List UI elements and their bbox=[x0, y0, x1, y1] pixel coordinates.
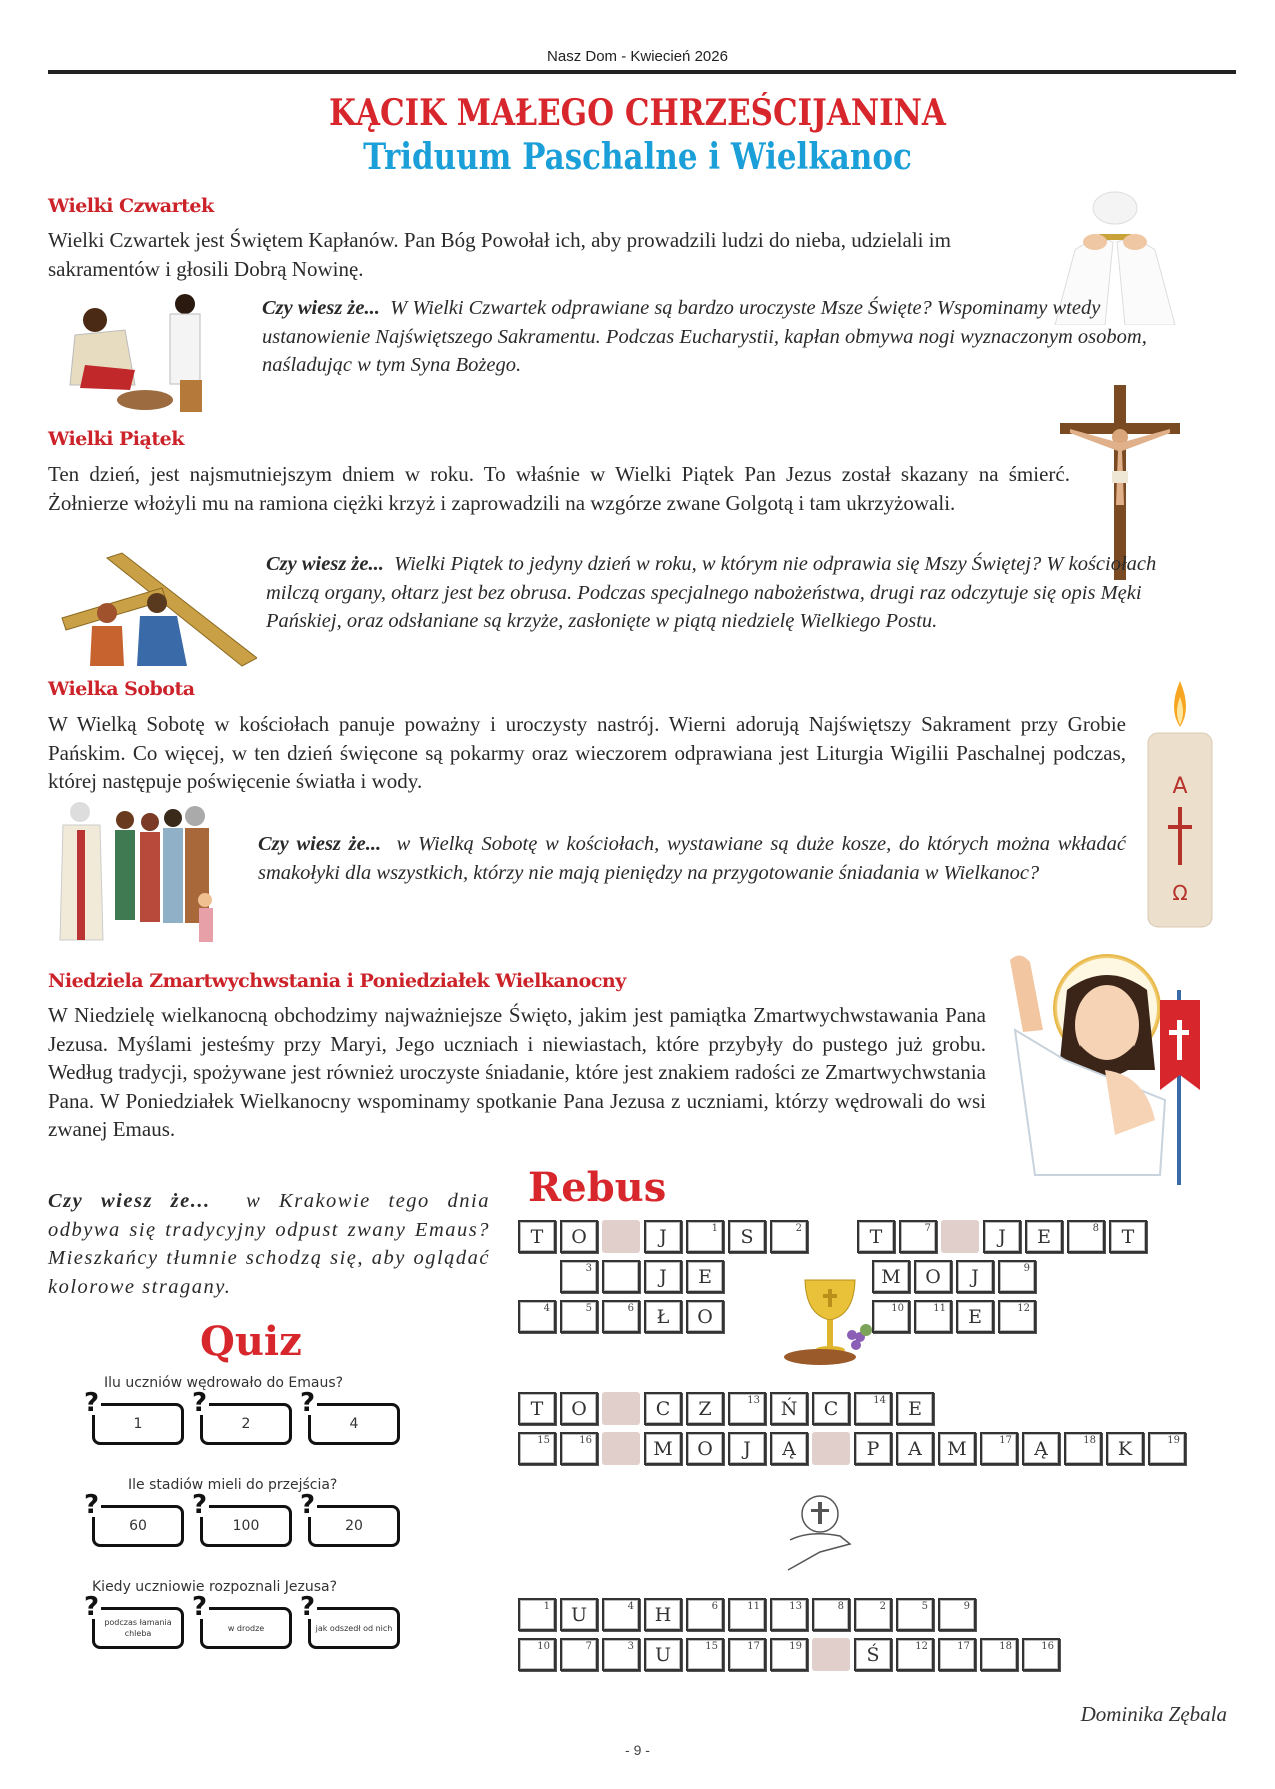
rebus-letter: O bbox=[697, 1437, 713, 1460]
question-mark-icon: ? bbox=[300, 1592, 316, 1622]
quiz-answer-option[interactable]: 2 bbox=[200, 1403, 292, 1445]
rebus-cell[interactable] bbox=[728, 1392, 766, 1425]
rebus-cell-number: 8 bbox=[1092, 1223, 1099, 1234]
rebus-letter: S bbox=[740, 1225, 754, 1248]
rebus-cell-number: 17 bbox=[747, 1641, 760, 1652]
section-body-wielka-sobota: W Wielką Sobotę w kościołach panuje poważny i uroczysty nastrój. Wierni adorują Najświętszy Sakrament przy Grobie Pańskim. Co więcej, w ten dzień święcone są pokarmy oraz wieczorem odprawiana jest Liturgia Wigilii Paschalnej podczas, której następuje poświęcenie światła i wody. bbox=[48, 712, 1126, 793]
rebus-letter: M bbox=[881, 1265, 901, 1288]
host-in-hand-illustration bbox=[780, 1492, 860, 1572]
rebus-cell[interactable] bbox=[644, 1220, 682, 1253]
rebus-blank-cell bbox=[812, 1638, 850, 1671]
quiz-answer-option[interactable]: w drodze bbox=[200, 1607, 292, 1649]
rebus-letter: J bbox=[659, 1225, 667, 1248]
rebus-cell[interactable] bbox=[644, 1598, 682, 1631]
question-mark-icon: ? bbox=[84, 1490, 100, 1520]
rebus-cell[interactable] bbox=[518, 1300, 556, 1333]
rebus-cell[interactable] bbox=[812, 1598, 850, 1631]
section-heading-niedziela: Niedziela Zmartwychwstania i Poniedziałek Wielkanocny bbox=[48, 970, 626, 992]
rebus-letter: K bbox=[1117, 1437, 1133, 1460]
question-mark-icon: ? bbox=[192, 1490, 208, 1520]
section-heading-wielki-czwartek: Wielki Czwartek bbox=[48, 195, 214, 217]
rebus-cell[interactable] bbox=[854, 1432, 892, 1465]
rebus-letter: H bbox=[654, 1603, 672, 1626]
page-title: KĄCIK MAŁEGO CHRZEŚCIJANINA bbox=[329, 92, 946, 134]
rebus-letter: Z bbox=[698, 1397, 712, 1420]
rebus-cell-number: 4 bbox=[543, 1303, 550, 1314]
rebus-cell[interactable] bbox=[980, 1638, 1018, 1671]
tip-wielki-piatek bbox=[266, 550, 1192, 636]
rebus-cell[interactable] bbox=[686, 1598, 724, 1631]
section-body-niedziela: W Niedzielę wielkanocną obchodzimy najważniejsze Święto, jakim jest pamiątka Zmartwychwstawania Pana Jezusa. Myślami jesteśmy przy Maryi, Jego uczniach i niewiastach, które przybyły do pustego już grobu. Według tradycji, spożywane jest również uroczyste śniadanie, które jest znakiem radości ze Zmartwychwstania Pana. W Poniedziałek Wielkanocny wspominamy spotkanie Pana Jezusa z uczniami, którzy wędrowali do wsi zwanej Emaus. bbox=[48, 1003, 986, 1141]
rebus-cell-number: 7 bbox=[924, 1223, 931, 1234]
rebus-letter: A bbox=[908, 1437, 922, 1460]
rebus-cell[interactable] bbox=[770, 1432, 808, 1465]
rebus-cell[interactable] bbox=[1067, 1220, 1105, 1253]
rebus-letter: T bbox=[530, 1397, 544, 1420]
rebus-cell[interactable] bbox=[644, 1300, 682, 1333]
rebus-cell[interactable] bbox=[998, 1260, 1036, 1293]
rebus-cell[interactable] bbox=[896, 1598, 934, 1631]
rebus-cell[interactable] bbox=[914, 1260, 952, 1293]
rebus-letter: T bbox=[1121, 1225, 1135, 1248]
rebus-letter: M bbox=[653, 1437, 673, 1460]
rebus-cell-number: 9 bbox=[963, 1601, 970, 1612]
rebus-cell[interactable] bbox=[998, 1300, 1036, 1333]
tip-niedziela bbox=[48, 1187, 490, 1301]
rebus-cell[interactable] bbox=[896, 1392, 934, 1425]
rebus-cell-number: 10 bbox=[891, 1303, 904, 1314]
rebus-cell[interactable] bbox=[602, 1300, 640, 1333]
rebus-cell[interactable] bbox=[983, 1220, 1021, 1253]
rebus-cell-number: 5 bbox=[585, 1303, 592, 1314]
rebus-cell[interactable] bbox=[896, 1432, 934, 1465]
svg-text:Ω: Ω bbox=[1172, 881, 1188, 905]
quiz-question: Ile stadiów mieli do przejścia? bbox=[128, 1477, 338, 1493]
rebus-blank-cell bbox=[812, 1432, 850, 1465]
rebus-blank-cell bbox=[602, 1432, 640, 1465]
rebus-cell-number: 14 bbox=[873, 1395, 886, 1406]
rebus-cell-number: 6 bbox=[711, 1601, 718, 1612]
question-mark-icon: ? bbox=[300, 1388, 316, 1418]
rebus-cell[interactable] bbox=[1022, 1432, 1060, 1465]
quiz-answer-option[interactable]: 100 bbox=[200, 1505, 292, 1547]
rebus-blank-cell bbox=[941, 1220, 979, 1253]
rebus-cell[interactable] bbox=[914, 1300, 952, 1333]
tip-text: w Wielką Sobotę w kościołach, wystawiane są duże kosze, do których można wkładać smakołyki dla wszystkich, którzy nie mają pieniędzy na przygotowanie śniadania w Wielkanoc? bbox=[258, 833, 1127, 884]
rebus-cell[interactable] bbox=[518, 1432, 556, 1465]
rebus-letter: U bbox=[570, 1603, 587, 1626]
rebus-cell-number: 19 bbox=[1167, 1435, 1180, 1446]
rebus-cell[interactable] bbox=[518, 1392, 556, 1425]
rebus-cell[interactable] bbox=[560, 1598, 598, 1631]
rebus-cell[interactable] bbox=[602, 1638, 640, 1671]
rebus-cell[interactable] bbox=[728, 1220, 766, 1253]
rebus-cell[interactable] bbox=[1109, 1220, 1147, 1253]
tip-wielka-sobota bbox=[258, 830, 1126, 887]
rebus-cell-number: 18 bbox=[1083, 1435, 1096, 1446]
rebus-title: Rebus bbox=[528, 1164, 667, 1211]
rebus-cell[interactable] bbox=[686, 1300, 724, 1333]
rebus-cell-number: 12 bbox=[1017, 1303, 1030, 1314]
rebus-cell[interactable] bbox=[644, 1638, 682, 1671]
rebus-cell[interactable] bbox=[956, 1260, 994, 1293]
rebus-cell[interactable] bbox=[1106, 1432, 1144, 1465]
rebus-cell[interactable] bbox=[770, 1598, 808, 1631]
rebus-cell[interactable] bbox=[857, 1220, 895, 1253]
tip-text: W Wielki Czwartek odprawiane są bardzo uroczyste Msze Święte? Wspominamy wtedy ustanowienie Najświętszego Sakramentu. Podczas Eucharystii, kapłan obmywa nogi wyznaczonym osobom, naśladując w tym Syna Bożego. bbox=[262, 297, 1147, 376]
question-mark-icon: ? bbox=[300, 1490, 316, 1520]
question-mark-icon: ? bbox=[192, 1592, 208, 1622]
foot-washing-illustration bbox=[65, 290, 220, 415]
rebus-cell[interactable] bbox=[602, 1260, 640, 1293]
rebus-cell[interactable] bbox=[770, 1392, 808, 1425]
rebus-cell-number: 11 bbox=[933, 1303, 946, 1314]
rebus-cell-number: 2 bbox=[795, 1223, 802, 1234]
rebus-letter: E bbox=[968, 1305, 982, 1328]
rebus-cell[interactable] bbox=[854, 1392, 892, 1425]
rebus-cell[interactable] bbox=[560, 1638, 598, 1671]
rebus-cell[interactable] bbox=[560, 1392, 598, 1425]
rebus-letter: Ń bbox=[780, 1397, 798, 1420]
rebus-letter: C bbox=[655, 1397, 671, 1420]
question-mark-icon: ? bbox=[192, 1388, 208, 1418]
rebus-cell-number: 17 bbox=[957, 1641, 970, 1652]
blessing-baskets-illustration bbox=[55, 800, 220, 945]
rebus-letter: T bbox=[530, 1225, 544, 1248]
rebus-letter: O bbox=[925, 1265, 941, 1288]
rebus-cell[interactable] bbox=[560, 1300, 598, 1333]
rebus-blank-cell bbox=[602, 1392, 640, 1425]
rebus-letter: J bbox=[743, 1437, 751, 1460]
section-body-wielki-piatek: Ten dzień, jest najsmutniejszym dniem w roku. To właśnie w Wielki Piątek Pan Jezus został skazany na śmierć. Żołnierze włożyli mu na ramiona ciężki krzyż i zaprowadzili na wzgórze zwane Golgotą i tam ukrzyżowali. bbox=[48, 462, 1070, 515]
author-signature: Dominika Zębala bbox=[1080, 1702, 1227, 1726]
rebus-cell-number: 10 bbox=[537, 1641, 550, 1652]
rebus-cell[interactable] bbox=[938, 1638, 976, 1671]
rebus-letter: P bbox=[866, 1437, 880, 1460]
rebus-cell-number: 5 bbox=[921, 1601, 928, 1612]
rebus-cell[interactable] bbox=[644, 1432, 682, 1465]
rebus-cell[interactable] bbox=[1064, 1432, 1102, 1465]
carrying-cross-illustration bbox=[52, 548, 257, 668]
rebus-cell-number: 16 bbox=[1041, 1641, 1054, 1652]
tip-text: w Krakowie tego dnia odbywa się tradycyjny odpust zwany Emaus? Mieszkańcy tłumnie schodzą się, aby oglądać kolorowe stragany. bbox=[48, 1190, 490, 1298]
rebus-cell-number: 3 bbox=[627, 1641, 634, 1652]
rebus-letter: U bbox=[654, 1643, 671, 1666]
rebus-grid bbox=[510, 1220, 1250, 1690]
rebus-cell-number: 8 bbox=[837, 1601, 844, 1612]
rebus-cell-number: 16 bbox=[579, 1435, 592, 1446]
header-rule bbox=[48, 70, 1236, 74]
rebus-cell[interactable] bbox=[896, 1638, 934, 1671]
rebus-cell-number: 4 bbox=[627, 1601, 634, 1612]
rebus-letter: O bbox=[571, 1397, 587, 1420]
rebus-cell-number: 12 bbox=[915, 1641, 928, 1652]
tip-label: Czy wiesz że... bbox=[258, 833, 382, 855]
rebus-cell[interactable] bbox=[518, 1638, 556, 1671]
rebus-cell-number: 15 bbox=[537, 1435, 550, 1446]
rebus-letter: J bbox=[971, 1265, 979, 1288]
rebus-cell[interactable] bbox=[686, 1220, 724, 1253]
rebus-letter: Ś bbox=[866, 1643, 880, 1666]
rebus-cell[interactable] bbox=[686, 1432, 724, 1465]
rebus-cell[interactable] bbox=[686, 1392, 724, 1425]
risen-jesus-illustration bbox=[995, 950, 1200, 1185]
rebus-letter: O bbox=[697, 1305, 713, 1328]
rebus-cell[interactable] bbox=[728, 1598, 766, 1631]
rebus-cell[interactable] bbox=[560, 1432, 598, 1465]
section-heading-wielki-piatek: Wielki Piątek bbox=[48, 428, 184, 450]
running-head: Nasz Dom - Kwiecień 2026 bbox=[547, 48, 728, 65]
rebus-cell[interactable] bbox=[1022, 1638, 1060, 1671]
tip-wielki-czwartek bbox=[262, 294, 1192, 380]
rebus-cell-number: 9 bbox=[1023, 1263, 1030, 1274]
rebus-cell[interactable] bbox=[854, 1598, 892, 1631]
rebus-letter: O bbox=[571, 1225, 587, 1248]
rebus-cell[interactable] bbox=[812, 1392, 850, 1425]
rebus-cell-number: 1 bbox=[543, 1601, 550, 1612]
quiz-answer-option[interactable]: jak odszedł od nich bbox=[308, 1607, 400, 1649]
rebus-letter: E bbox=[908, 1397, 922, 1420]
rebus-letter: Ą bbox=[1034, 1437, 1048, 1460]
question-mark-icon: ? bbox=[84, 1592, 100, 1622]
rebus-cell-number: 6 bbox=[627, 1303, 634, 1314]
rebus-cell[interactable] bbox=[602, 1598, 640, 1631]
rebus-letter: T bbox=[869, 1225, 883, 1248]
rebus-cell[interactable] bbox=[686, 1638, 724, 1671]
question-mark-icon: ? bbox=[84, 1388, 100, 1418]
rebus-blank-cell bbox=[602, 1220, 640, 1253]
rebus-letter: J bbox=[998, 1225, 1006, 1248]
rebus-cell[interactable] bbox=[728, 1432, 766, 1465]
rebus-letter: Ą bbox=[782, 1437, 796, 1460]
rebus-cell-number: 7 bbox=[585, 1641, 592, 1652]
paschal-candle-illustration bbox=[1140, 675, 1220, 930]
rebus-cell[interactable] bbox=[938, 1432, 976, 1465]
rebus-cell[interactable] bbox=[686, 1260, 724, 1293]
rebus-cell[interactable] bbox=[980, 1432, 1018, 1465]
rebus-cell[interactable] bbox=[644, 1392, 682, 1425]
rebus-cell[interactable] bbox=[770, 1220, 808, 1253]
rebus-letter: M bbox=[947, 1437, 967, 1460]
tip-label: Czy wiesz że... bbox=[48, 1190, 211, 1212]
rebus-cell-number: 15 bbox=[705, 1641, 718, 1652]
quiz-question: Ilu uczniów wędrowało do Emaus? bbox=[104, 1375, 344, 1391]
rebus-cell[interactable] bbox=[560, 1220, 598, 1253]
section-heading-wielka-sobota: Wielka Sobota bbox=[48, 678, 195, 700]
rebus-cell-number: 19 bbox=[789, 1641, 802, 1652]
svg-text:A: A bbox=[1172, 774, 1188, 799]
rebus-cell[interactable] bbox=[644, 1260, 682, 1293]
rebus-cell[interactable] bbox=[518, 1598, 556, 1631]
quiz-answer-option[interactable]: 1 bbox=[92, 1403, 184, 1445]
quiz-answer-option[interactable]: 4 bbox=[308, 1403, 400, 1445]
quiz-title: Quiz bbox=[200, 1318, 302, 1365]
rebus-letter: C bbox=[823, 1397, 839, 1420]
rebus-cell[interactable] bbox=[770, 1638, 808, 1671]
tip-label: Czy wiesz że... bbox=[266, 553, 384, 575]
rebus-cell-number: 2 bbox=[879, 1601, 886, 1612]
quiz-answer-option[interactable]: 60 bbox=[92, 1505, 184, 1547]
rebus-cell-number: 18 bbox=[999, 1641, 1012, 1652]
page-subtitle: Triduum Paschalne i Wielkanoc bbox=[363, 136, 912, 178]
quiz-question: Kiedy uczniowie rozpoznali Jezusa? bbox=[92, 1579, 338, 1595]
rebus-cell-number: 11 bbox=[747, 1601, 760, 1612]
rebus-cell[interactable] bbox=[899, 1220, 937, 1253]
quiz-answer-option[interactable]: podczas łamania chleba bbox=[92, 1607, 184, 1649]
rebus-cell-number: 13 bbox=[747, 1395, 760, 1406]
rebus-cell-number: 1 bbox=[711, 1223, 718, 1234]
rebus-cell-number: 3 bbox=[585, 1263, 592, 1274]
rebus-letter: E bbox=[1037, 1225, 1051, 1248]
section-body-wielki-czwartek: Wielki Czwartek jest Świętem Kapłanów. Pan Bóg Powołał ich, aby prowadzili ludzi do nieba, udzielali im sakramentów i głosili Dobrą Nowinę. bbox=[48, 228, 951, 281]
quiz-answer-option[interactable]: 20 bbox=[308, 1505, 400, 1547]
rebus-letter: Ł bbox=[656, 1305, 670, 1328]
page-number: - 9 - bbox=[625, 1742, 650, 1758]
rebus-cell[interactable] bbox=[518, 1220, 556, 1253]
rebus-cell[interactable] bbox=[1148, 1432, 1186, 1465]
rebus-cell[interactable] bbox=[854, 1638, 892, 1671]
tip-label: Czy wiesz że... bbox=[262, 297, 380, 319]
tip-text: Wielki Piątek to jedyny dzień w roku, w którym nie odprawia się Mszy Świętej? W kościołach milczą organy, ołtarz jest bez obrusa. Podczas specjalnego nabożeństwa, drugi raz odczytuje się opis Męki Pańskiej, oraz odsłaniane są krzyże, zasłonięte w piątą niedzielę Wielkiego Postu. bbox=[266, 553, 1157, 632]
quiz-panel bbox=[84, 1375, 418, 1675]
rebus-cell[interactable] bbox=[956, 1300, 994, 1333]
rebus-letter: E bbox=[698, 1265, 712, 1288]
rebus-cell[interactable] bbox=[560, 1260, 598, 1293]
chalice-bread-grapes-illustration bbox=[780, 1275, 880, 1365]
rebus-cell-number: 13 bbox=[789, 1601, 802, 1612]
rebus-cell[interactable] bbox=[728, 1638, 766, 1671]
rebus-cell[interactable] bbox=[938, 1598, 976, 1631]
rebus-cell[interactable] bbox=[1025, 1220, 1063, 1253]
rebus-cell-number: 17 bbox=[999, 1435, 1012, 1446]
rebus-letter: J bbox=[659, 1265, 667, 1288]
